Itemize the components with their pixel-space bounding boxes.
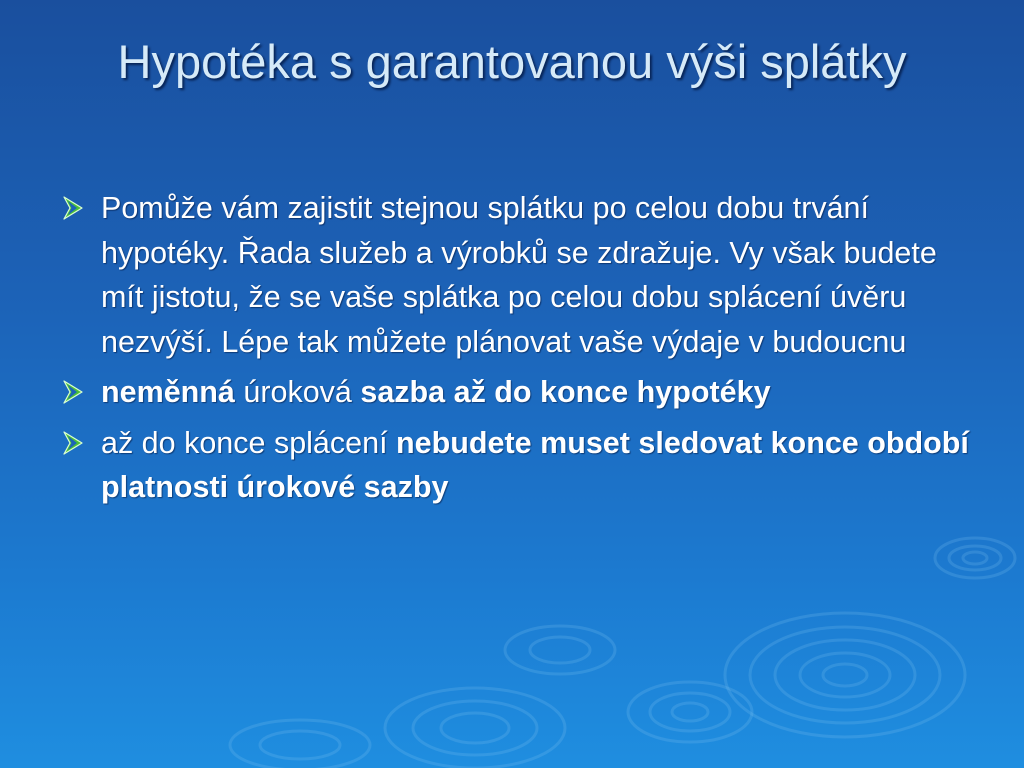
bullet-list [58, 186, 978, 516]
bullet-item [58, 370, 978, 415]
bullet-text: Pomůže vám zajistit stejnou splátku po celou dobu trvání hypotéky. Řada služeb a výrobků se zdražuje. Vy však budete mít jistotu, že se vaše splátka po celou dobu splácení úvěru nezvýší. Lépe tak můžete plánovat vaše výdaje v budoucnu [101, 191, 937, 359]
bullet-text-bold: nebudete muset sledovat konce období platnosti úrokové sazby [101, 425, 969, 504]
arrowhead-bullet-icon [62, 195, 84, 221]
slide-title: Hypotéka s garantovanou výši splátky [117, 35, 907, 88]
bullet-text: až do konce splácení [101, 425, 397, 460]
arrowhead-bullet-icon [62, 379, 84, 405]
bullet-text: úroková [234, 375, 361, 409]
arrowhead-bullet-icon [62, 430, 84, 456]
bullet-item [58, 421, 978, 510]
bullet-text-bold: neměnná [101, 375, 235, 409]
bullet-item [58, 186, 978, 364]
bullet-text-bold: sazba až do konce hypotéky [360, 375, 771, 409]
